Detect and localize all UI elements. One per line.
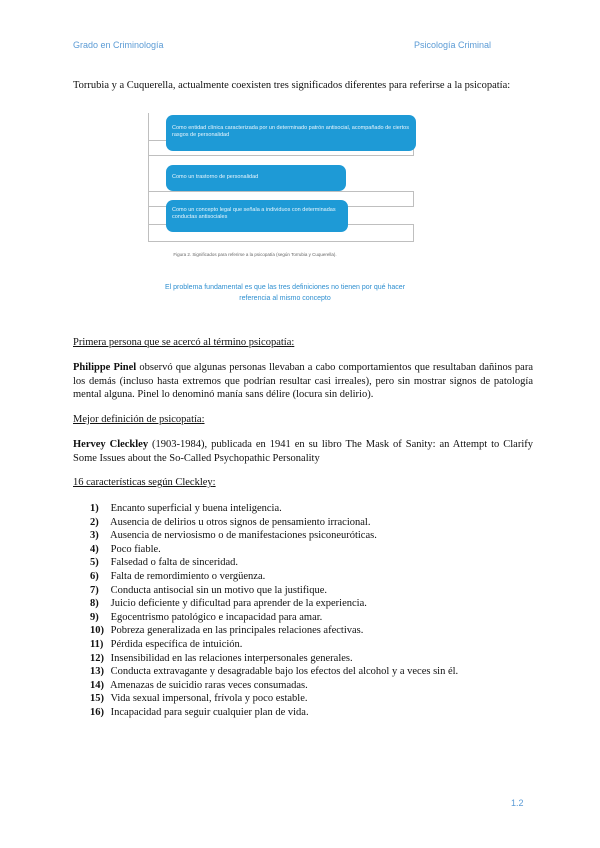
list-item: 1) Encanto superficial y buena inteligencia. [90, 503, 282, 514]
list-item: 15) Vida sexual impersonal, frívola y poco estable. [90, 693, 308, 705]
author-pinel: Philippe Pinel [73, 362, 137, 373]
list-item: 10) Pobreza generalizada en las principales relaciones afectivas. [90, 625, 364, 637]
header-subject: Psicología Criminal [414, 40, 492, 50]
list-item: 6) Falta de remordimiento o vergüenza. [90, 570, 266, 582]
list-item: 14) Amenazas de suicidio raras veces consumadas. [90, 679, 308, 691]
list-item: 16) Incapacidad para seguir cualquier plan de vida. [90, 706, 309, 718]
diagram-note: El problema fundamental es que las tres definiciones no tienen por qué hacer referencia al mismo concepto [164, 284, 406, 302]
list-item: 7) Conducta antisocial sin un motivo que la justifique. [90, 584, 328, 596]
intro-text: Torrubia y a Cuquerella, actualmente coexisten tres significados diferentes para referirse a la psicopatía: [73, 80, 511, 91]
list-item: 2) Ausencia de delirios u otros signos de pensamiento irracional. [90, 516, 371, 528]
diagram-caption: Figura 2. Significados para referirse a la psicopatía (según Torrubia y Cuquerella). [173, 252, 337, 257]
header-course: Grado en Criminología [73, 40, 164, 50]
section-characteristics-heading: 16 características según Cleckley: [73, 477, 216, 488]
list-item: 12) Insensibilidad en las relaciones interpersonales generales. [90, 652, 353, 664]
diagram-connector-line [148, 113, 149, 241]
list-item: 5) Falsedad o falta de sinceridad. [90, 557, 239, 569]
diagram-box-clinical: Como entidad clínica caracterizada por un determinado patrón antisocial, acompañado de ciertos rasgos de personalidad [166, 115, 416, 151]
section-first-person-text: Philippe Pinel observó que algunas personas llevaban a cabo comportamientos que resultaban dañinos para los demás (incluso hasta extremos que podrían resultar casi irreales), pero sin mostrar signos de patología mental alguna. Pinel lo denominó manía sans délire (locura sin delirio). [73, 362, 533, 400]
author-cleckley: Hervey Cleckley [73, 439, 149, 450]
characteristics-list [90, 502, 458, 720]
meanings-diagram [148, 113, 420, 243]
diagram-box-legal: Como un concepto legal que señala a individuos con determinadas conductas antisociales [166, 200, 348, 232]
list-item: 11) Pérdida específica de intuición. [90, 638, 243, 650]
section-best-definition-text: Hervey Cleckley (1903-1984), publicada en 1941 en su libro The Mask of Sanity: an Attempt to Clarify Some Issues about the So-Called Psychopathic Personality [73, 439, 533, 464]
list-item: 3) Ausencia de nerviosismo o de manifestaciones psiconeuróticas. [90, 530, 377, 542]
list-item: 8) Juicio deficiente y dificultad para aprender de la experiencia. [90, 598, 367, 610]
section-best-definition-heading: Mejor definición de psicopatía: [73, 414, 205, 425]
section-first-person-heading: Primera persona que se acercó al término psicopatía: [73, 337, 295, 348]
list-item: 9) Egocentrismo patológico e incapacidad para amar. [90, 611, 323, 623]
page-number: 1.2 [511, 798, 524, 808]
list-item: 13) Conducta extravagante y desagradable bajo los efectos del alcohol y a veces sin él. [90, 666, 459, 678]
list-item: 4) Poco fiable. [90, 543, 161, 555]
diagram-box-disorder: Como un trastorno de personalidad [166, 165, 346, 191]
